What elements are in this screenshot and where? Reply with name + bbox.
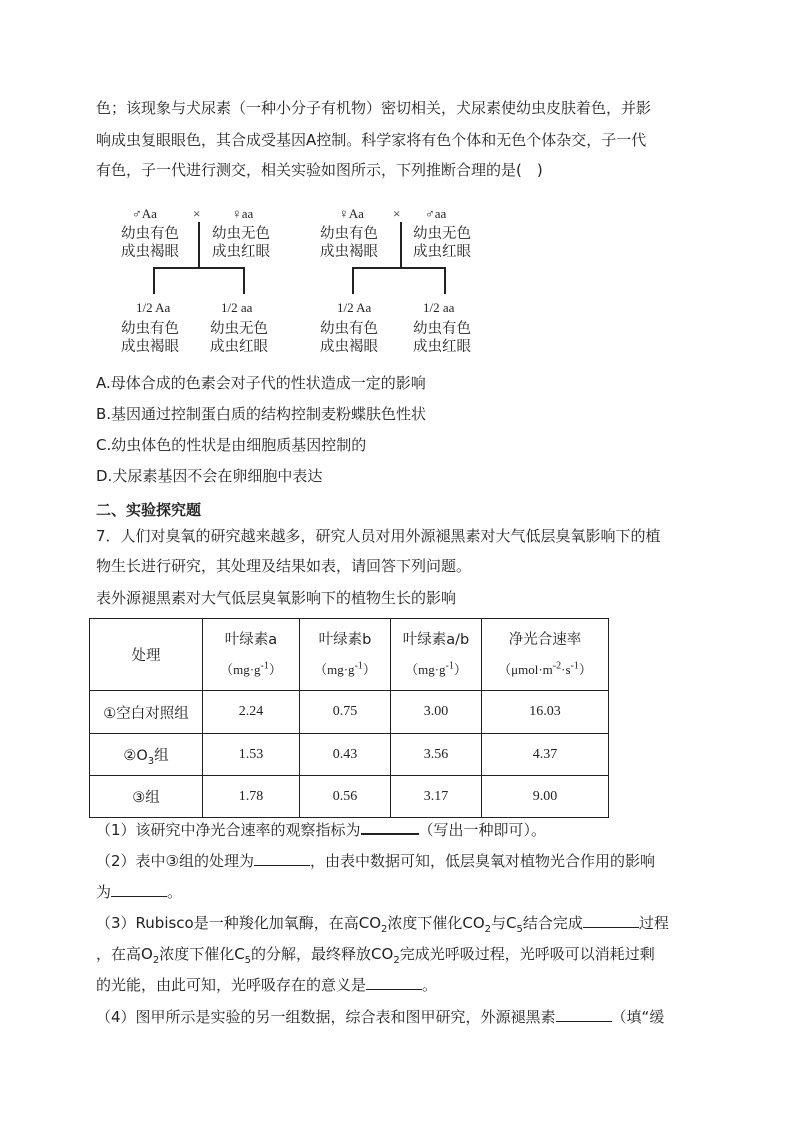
subquestion-3-cont: ，在高$O_2$浓度下催化$C_5$的分解，最终释放$CO_2$完成光呼吸过程，光呼吸可以消耗过剩 [96,945,655,966]
offspring2-genotype: 1/2 aa [423,300,455,315]
option-c[interactable]: C.幼虫体色的性状是由细胞质基因控制的 [96,436,367,454]
table-header-row [90,619,609,691]
subquestion-2-cont: 为 。 [96,883,183,901]
subquestion-3-cont2: 的光能，由此可知，光呼吸存在的意义是 。 [96,976,438,994]
offspring1-adult-trait: 成虫褐眼 [121,339,179,355]
question-stem-line-3: 有色，子一代进行测交，相关实验如图所示，下列推断合理的是( ) [96,161,543,179]
parent2-adult-trait: 成虫红眼 [212,244,270,260]
option-d[interactable]: D.犬尿素基因不会在卵细胞中表达 [96,467,323,485]
parent2-larva-trait: 幼虫无色 [413,226,471,242]
offspring2-larva-trait: 幼虫有色 [413,321,471,337]
cross-stem-line [400,222,402,268]
parent-male-genotype: ♂aa [425,206,447,221]
subquestion-1: （1）该研究中净光合速率的观察指标为 （写出一种即可）。 [96,821,547,839]
subquestion-4: （4）图甲所示是实验的另一组数据，综合表和图甲研究，外源褪黑素 （填“缓 [96,1008,665,1026]
offspring-bar-line [153,267,245,269]
option-b[interactable]: B.基因通过控制蛋白质的结构控制麦粉蝶肤色性状 [96,405,427,423]
cell-chlorophyll-b: 0.75 [300,691,391,734]
answer-blank[interactable] [556,1021,612,1022]
parent1-adult-trait: 成虫褐眼 [121,244,179,260]
header-net-photosynthesis: 净光合速率 $(\mu mol\cdot m^{-2}\cdot s^{-1})$ [482,619,609,691]
cell-chlorophyll-b: 0.56 [300,776,391,818]
offspring2-genotype: 1/2 aa [221,300,253,315]
answer-blank[interactable] [583,927,639,928]
offspring1-larva-trait: 幼虫有色 [320,321,378,337]
offspring2-adult-trait: 成虫红眼 [413,339,471,355]
header-chlorophyll-ratio: 叶绿素a/b $(mg\cdot g^{-1})$ [391,619,482,691]
table-row [90,734,609,776]
parent1-adult-trait: 成虫褐眼 [320,244,378,260]
offspring2-adult-trait: 成虫红眼 [210,339,268,355]
cross-symbol: × [193,206,201,221]
cell-chlorophyll-a: 1.53 [203,734,300,776]
parent1-larva-trait: 幼虫有色 [121,226,179,242]
answer-blank[interactable] [366,989,422,990]
cell-treatment: $②O_3$组 [90,734,203,776]
option-a[interactable]: A.母体合成的色素会对子代的性状造成一定的影响 [96,374,426,392]
parent1-larva-trait: 幼虫有色 [320,226,378,242]
results-table [89,618,609,818]
parent-female-genotype: ♀Aa [339,206,364,221]
header-chlorophyll-a: 叶绿素a $(mg\cdot g^{-1})$ [203,619,300,691]
cell-net-photosynthesis: 16.03 [482,691,609,734]
cell-net-photosynthesis: 9.00 [482,776,609,818]
parent-female-genotype: ♀aa [232,206,254,221]
table-row [90,691,609,734]
offspring1-genotype: 1/2 Aa [136,300,171,315]
q7-stem-line-1: 7．人们对臭氧的研究越来越多，研究人员对用外源褪黑素对大气低层臭氧影响下的植 [96,527,661,545]
offspring-drop-line [153,267,155,294]
cell-chlorophyll-ratio: 3.56 [391,734,482,776]
cell-chlorophyll-b: 0.43 [300,734,391,776]
header-chlorophyll-b: 叶绿素b $(mg\cdot g^{-1})$ [300,619,391,691]
cell-chlorophyll-ratio: 3.17 [391,776,482,818]
subquestion-3: （3）Rubisco是一种羧化加氧酶，在高$CO_2$浓度下催化$CO_2$与$C_5$结合完成 过程 [96,914,669,935]
table-row [90,776,609,818]
cross-stem-line [198,222,200,268]
cell-net-photosynthesis: 4.37 [482,734,609,776]
answer-blank[interactable] [361,833,419,835]
cell-treatment: ③组 [90,776,203,818]
cell-chlorophyll-ratio: 3.00 [391,691,482,734]
offspring1-adult-trait: 成虫褐眼 [320,339,378,355]
offspring-drop-line [352,267,354,294]
subquestion-2: （2）表中③组的处理为 ，由表中数据可知，低层臭氧对植物光合作用的影响 [96,852,656,870]
table-caption: 表外源褪黑素对大气低层臭氧影响下的植物生长的影响 [96,589,457,607]
q7-stem-line-2: 物生长进行研究，其处理及结果如表，请回答下列问题。 [96,557,472,575]
parent2-adult-trait: 成虫红眼 [413,244,471,260]
cross-symbol: × [393,206,401,221]
offspring-bar-line [352,267,446,269]
offspring-drop-line [444,267,446,294]
offspring1-genotype: 1/2 Aa [337,300,372,315]
parent-male-genotype: ♂Aa [132,206,157,221]
cell-chlorophyll-a: 2.24 [203,691,300,734]
offspring-drop-line [243,267,245,294]
question-stem-line-1: 色；该现象与犬尿素（一种小分子有机物）密切相关，犬尿素使幼虫皮肤着色，并影 [96,99,652,117]
offspring1-larva-trait: 幼虫有色 [121,321,179,337]
cell-chlorophyll-a: 1.78 [203,776,300,818]
header-treatment: 处理 [90,619,203,691]
section-title: 二、实验探究题 [96,501,202,519]
answer-blank[interactable] [111,896,167,897]
cell-treatment: ①空白对照组 [90,691,203,734]
parent2-larva-trait: 幼虫无色 [212,226,270,242]
question-stem-line-2: 响成虫复眼眼色，其合成受基因A控制。科学家将有色个体和无色个体杂交，子一代 [96,131,647,149]
offspring2-larva-trait: 幼虫无色 [210,321,268,337]
answer-blank[interactable] [254,865,310,866]
